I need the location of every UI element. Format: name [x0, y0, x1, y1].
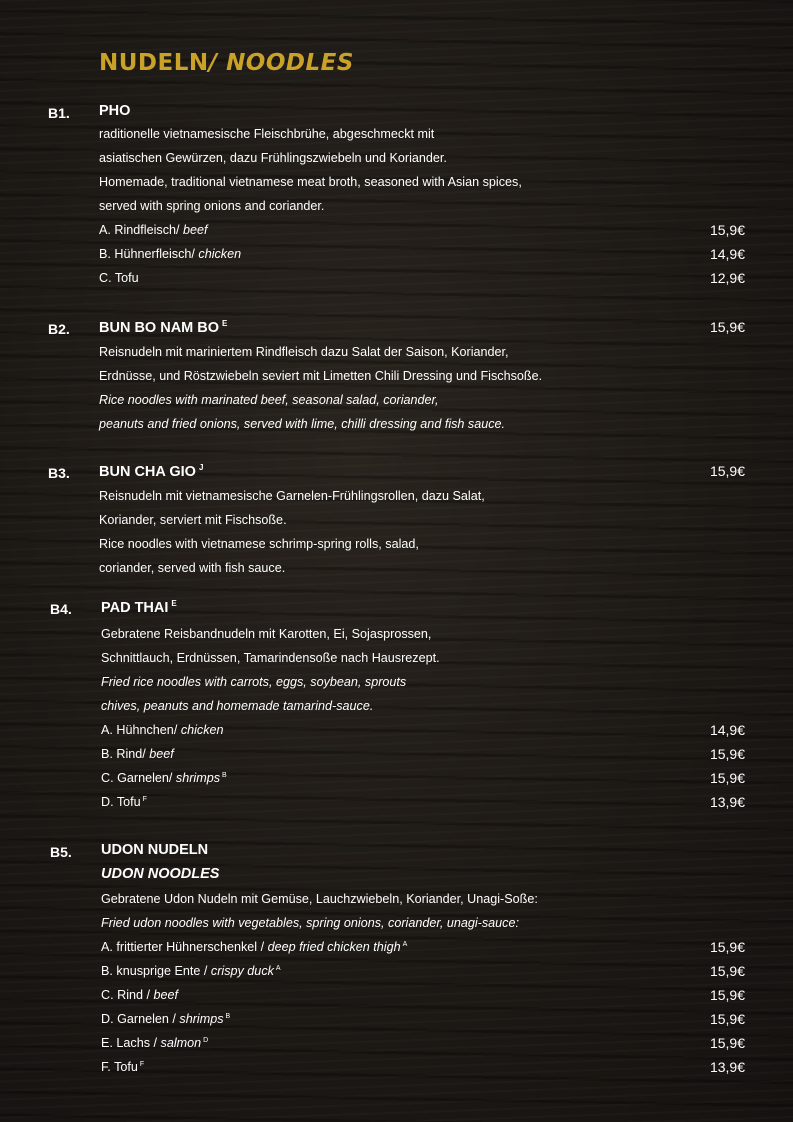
option-label: A. Rindfleisch/ beef: [99, 223, 208, 237]
description-line: Erdnüsse, und Röstzwiebeln seviert mit Limetten Chili Dressing und Fischsoße.: [99, 369, 543, 383]
option-price: 12,9€: [709, 270, 745, 286]
option-label: D. Tofu $^F$: [101, 795, 147, 809]
item-name: BUN CHA GIO $^J$: [99, 463, 204, 480]
option-price: 15,9€: [709, 939, 745, 955]
allergen-code: B: [225, 1013, 231, 1020]
description-line: Homemade, traditional vietnamese meat broth, seasoned with Asian spices,: [99, 175, 522, 189]
allergen-code: A: [402, 941, 408, 948]
allergen-code: E: [171, 599, 177, 608]
option-label: A. frittierter Hühnerschenkel / deep fried chicken thigh $^A$: [101, 940, 408, 954]
description-line: Koriander, serviert mit Fischsoße.: [99, 513, 287, 527]
item-price: 15,9€: [709, 319, 745, 335]
description-line: peanuts and fried onions, served with lime, chilli dressing and fish sauce.: [99, 417, 506, 431]
item-name: BUN BO NAM BO $^E$: [99, 319, 228, 336]
item-number: B1.: [48, 105, 70, 121]
option-label: B. Hühnerfleisch/ chicken: [99, 247, 242, 261]
item-price: 15,9€: [709, 463, 745, 479]
title-separator: /: [208, 50, 218, 76]
description-line: Fried rice noodles with carrots, eggs, soybean, sprouts: [101, 675, 407, 689]
description-line: Gebratene Reisbandnudeln mit Karotten, Ei, Sojasprossen,: [101, 627, 432, 641]
option-price: 15,9€: [709, 746, 745, 762]
allergen-code: F: [142, 796, 147, 803]
item-number: B2.: [48, 321, 70, 337]
item-name: PAD THAI $^E$: [101, 599, 177, 616]
description-line: chives, peanuts and homemade tamarind-sauce.: [101, 699, 374, 713]
option-price: 13,9€: [709, 1059, 745, 1075]
option-label: F. Tofu $^F$: [101, 1060, 145, 1074]
option-price: 13,9€: [709, 794, 745, 810]
option-label: B. Rind/ beef: [101, 747, 174, 761]
allergen-code: J: [198, 463, 204, 472]
description-line: Reisnudeln mit mariniertem Rindfleisch dazu Salat der Saison, Koriander,: [99, 345, 509, 359]
allergen-code: D: [203, 1037, 209, 1044]
item-number: B5.: [50, 844, 72, 860]
option-price: 14,9€: [709, 722, 745, 738]
page-title: [99, 50, 354, 76]
option-price: 14,9€: [709, 246, 745, 262]
item-number: B3.: [48, 465, 70, 481]
title-english: NOODLES: [226, 50, 354, 76]
option-price: 15,9€: [709, 1035, 745, 1051]
item-number: B4.: [50, 601, 72, 617]
option-label: D. Garnelen / shrimps $^B$: [101, 1012, 231, 1026]
description-line: raditionelle vietnamesische Fleischbrühe, abgeschmeckt mit: [99, 127, 435, 141]
title-german: NUDELN: [99, 50, 209, 76]
allergen-code: A: [275, 965, 281, 972]
option-price: 15,9€: [709, 987, 745, 1003]
option-price: 15,9€: [709, 1011, 745, 1027]
description-line: asiatischen Gewürzen, dazu Frühlingszwiebeln und Koriander.: [99, 151, 447, 165]
description-line: Reisnudeln mit vietnamesische Garnelen-Frühlingsrollen, dazu Salat,: [99, 489, 485, 503]
description-line: coriander, served with fish sauce.: [99, 561, 286, 575]
allergen-code: B: [222, 772, 227, 779]
item-name: UDON NUDELN: [101, 842, 209, 858]
option-price: 15,9€: [709, 222, 745, 238]
option-price: 15,9€: [709, 963, 745, 979]
allergen-code: F: [139, 1061, 145, 1068]
description-line: Fried udon noodles with vegetables, spring onions, coriander, unagi-sauce:: [101, 916, 519, 930]
option-label: B. knusprige Ente / crispy duck $^A$: [101, 964, 281, 978]
option-label: E. Lachs / salmon $^D$: [101, 1036, 209, 1050]
option-label: C. Garnelen/ shrimps $^B$: [101, 771, 227, 785]
option-label: C. Rind / beef: [101, 988, 179, 1002]
description-line: Schnittlauch, Erdnüssen, Tamarindensoße nach Hausrezept.: [101, 651, 440, 665]
item-subname: UDON NOODLES: [101, 866, 220, 882]
allergen-code: E: [222, 319, 228, 328]
description-line: Rice noodles with marinated beef, seasonal salad, coriander,: [99, 393, 439, 407]
description-line: Gebratene Udon Nudeln mit Gemüse, Lauchzwiebeln, Koriander, Unagi-Soße:: [101, 892, 538, 906]
option-price: 15,9€: [709, 770, 745, 786]
description-line: served with spring onions and coriander.: [99, 199, 325, 213]
description-line: Rice noodles with vietnamese schrimp-spring rolls, salad,: [99, 537, 419, 551]
option-label: C. Tofu: [99, 271, 139, 285]
item-name: PHO: [99, 103, 131, 119]
option-label: A. Hühnchen/ chicken: [101, 723, 224, 737]
